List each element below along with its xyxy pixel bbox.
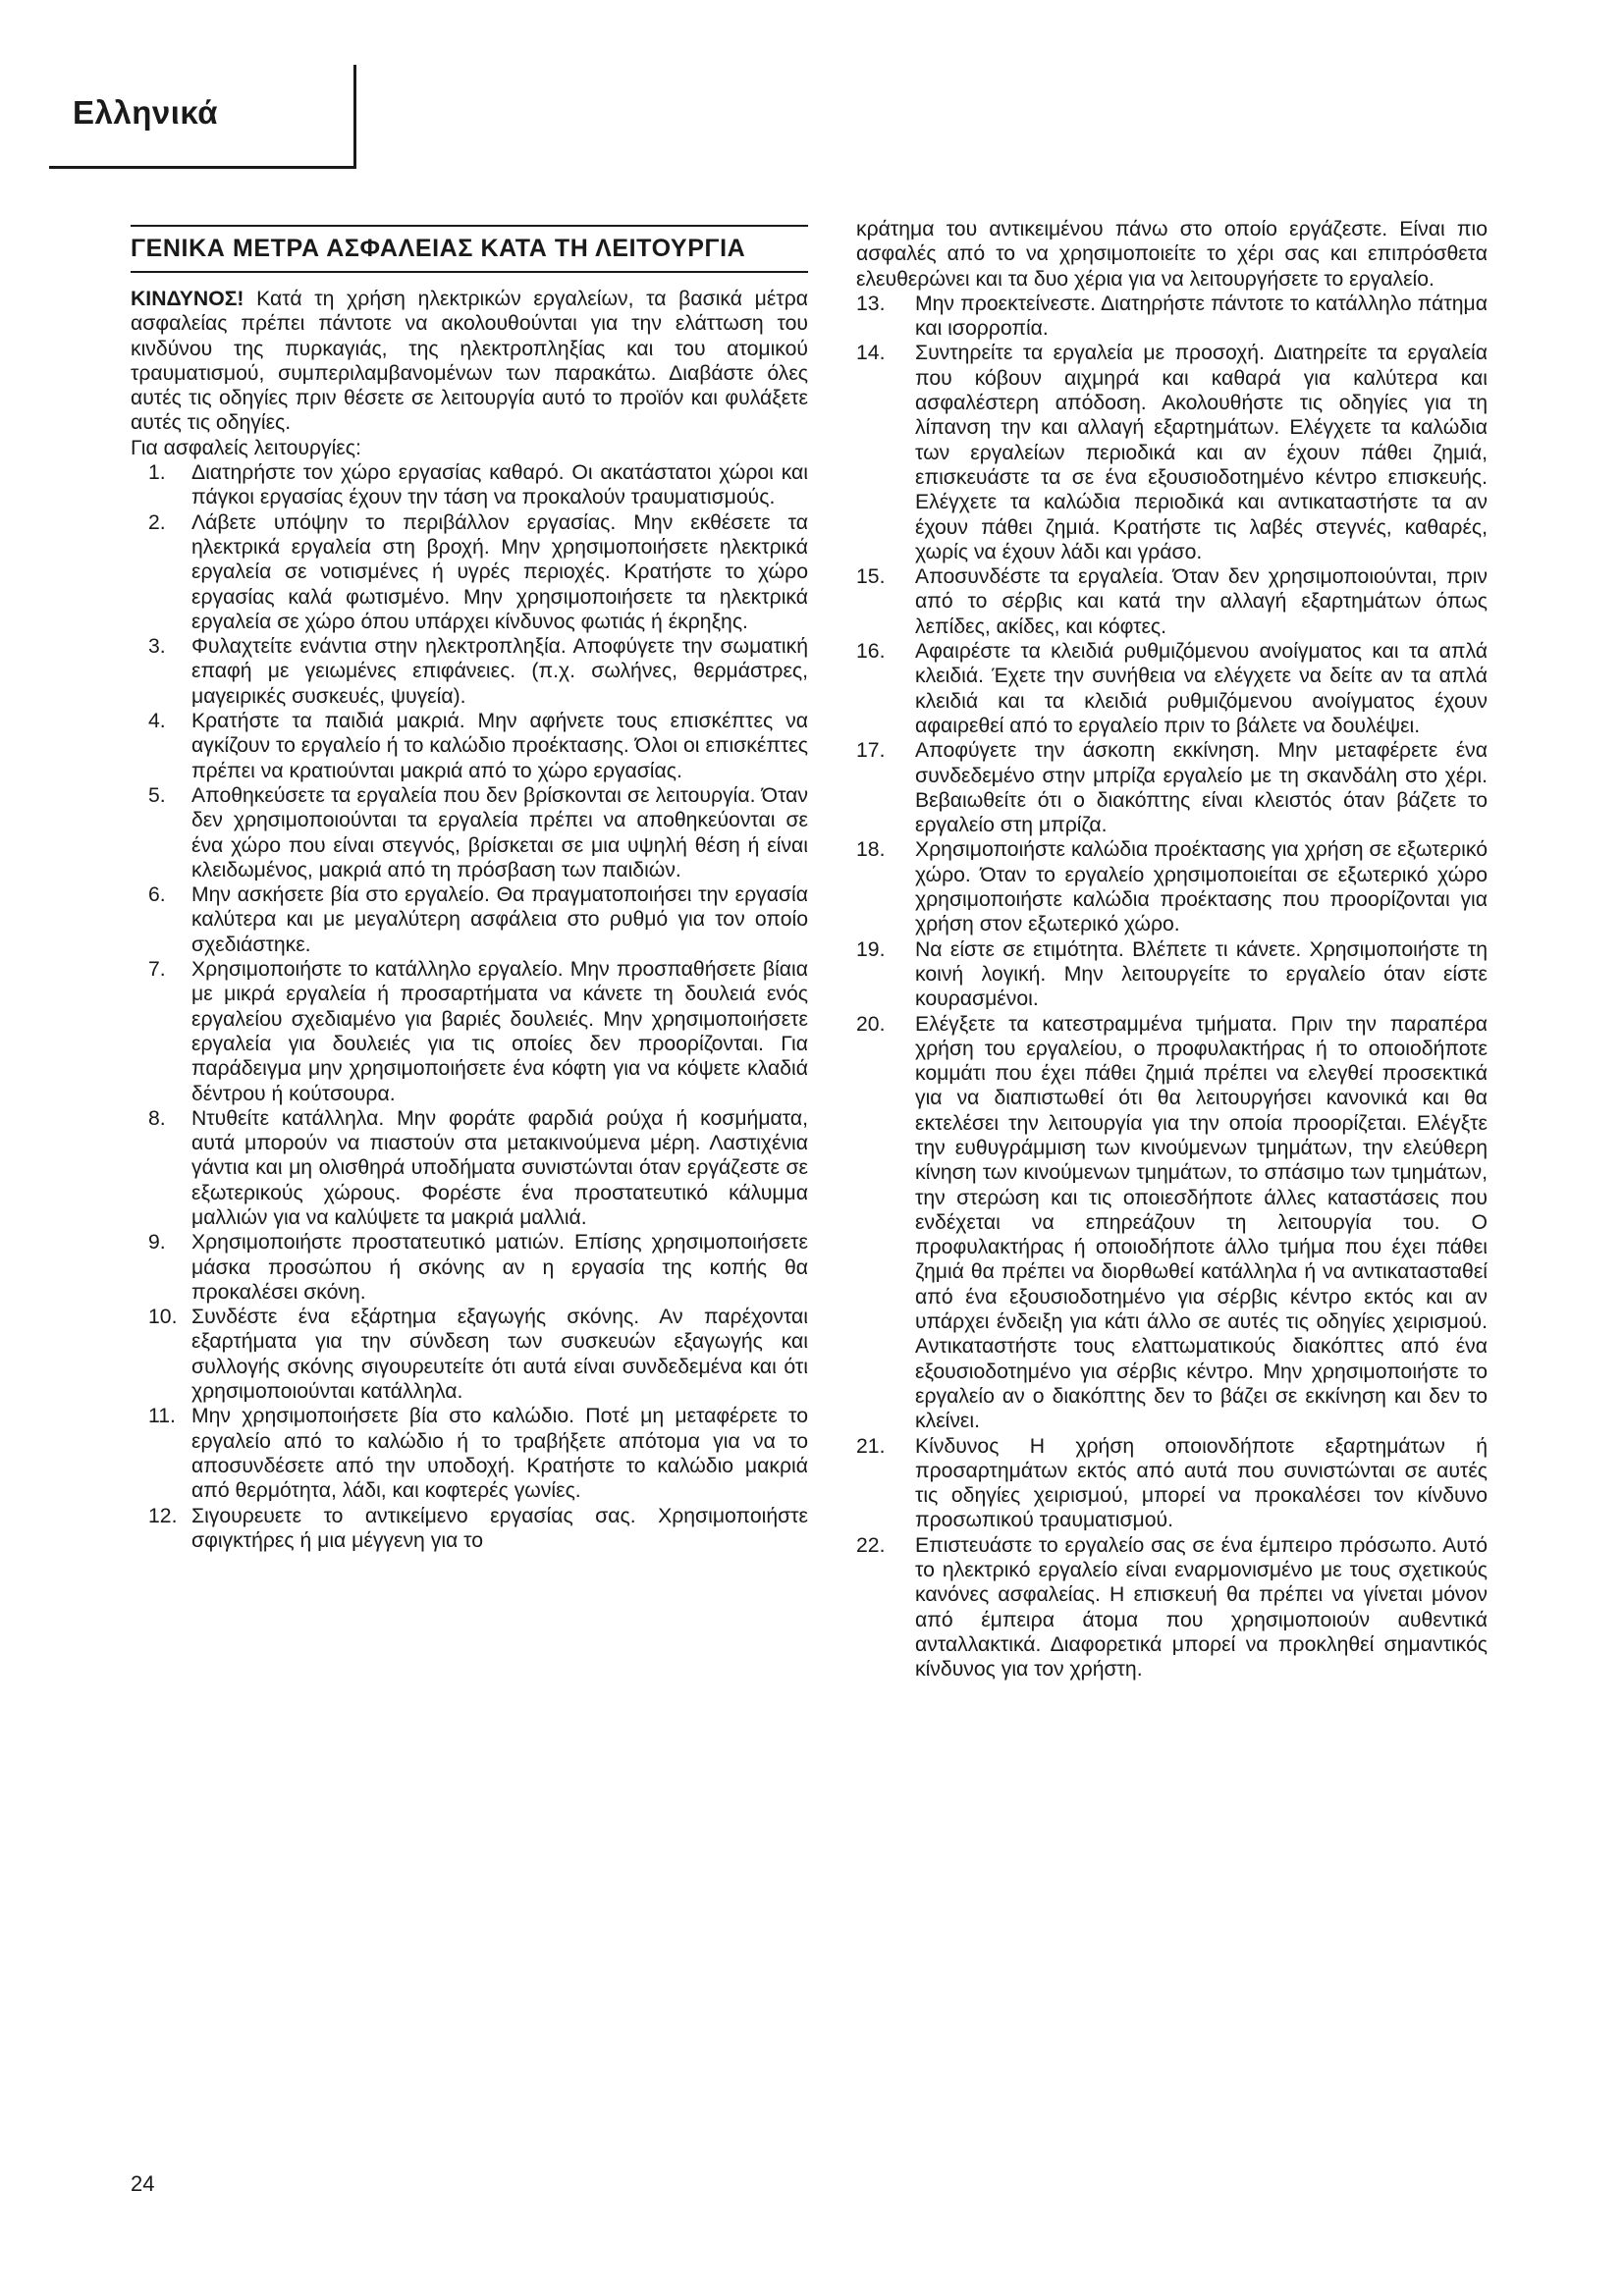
item-text: Ντυθείτε κατάλληλα. Μην φοράτε φαρδιά ρούχα ή κοσμήματα, αυτά μπορούν να πιαστούν στα μετακινούμενα μέρη. Λαστιχένια γάντια και μη ολισθηρά υποδήματα συνιστώνται όταν εργάζεστε σε εξωτερικούς χώρους. Φορέστε ένα προστατευτικό κάλυμμα μαλλιών για να καλύψετε τα μακριά μαλλιά. — [191, 1106, 808, 1229]
safety-item — [131, 709, 808, 783]
item-text: Αποσυνδέστε τα εργαλεία. Όταν δεν χρησιμοποιούνται, πριν από το σέρβις και κατά την αλλαγή εξαρτημάτων όπως λεπίδες, ακίδες, και κόφτες. — [915, 565, 1488, 638]
safety-item — [856, 1434, 1488, 1533]
item-number: 17. — [856, 739, 886, 763]
safety-item — [131, 510, 808, 634]
item-text: Κρατήστε τα παιδιά μακριά. Μην αφήνετε τους επισκέπτες να αγκίζουν το εργαλείο ή το καλώδιο προέκτασης. Όλοι οι επισκέπτες πρέπει να κρατιούνται μακριά από το χώρο εργασίας. — [191, 710, 808, 782]
item-text: Αποφύγετε την άσκοπη εκκίνηση. Μην μεταφέρετε ένα συνδεδεμένο στην μπρίζα εργαλείο με τη σκανδάλη στο χέρι. Βεβαιωθείτε ότι ο διακόπτης είναι κλειστός όταν βάζετε το εργαλείο στη μπρίζα. — [915, 739, 1488, 837]
item-number: 1. — [148, 461, 166, 485]
danger-label: ΚΙΝΔΥΝΟΣ! — [131, 288, 244, 310]
item-number: 16. — [856, 640, 886, 664]
item-text: Μην προεκτείνεστε. Διατηρήστε πάντοτε το κατάλληλο πάτημα και ισορροπία. — [915, 292, 1488, 341]
item-text: Συνδέστε ένα εξάρτημα εξαγωγής σκόνης. Αν παρέχονται εξαρτήματα για την σύνδεση των συσκευών εξαγωγής και συλλογής σκόνης σιγουρευτείτε ότι αυτά είναι συνδεδεμένα και ότι χρησιμοποιούνται κατάλληλα. — [191, 1306, 808, 1404]
safety-item — [131, 957, 808, 1106]
left-column — [131, 219, 808, 1553]
danger-paragraph — [131, 287, 808, 436]
item-text: Αφαιρέστε τα κλειδιά ρυθμιζόμενου ανοίγματος και τα απλά κλειδιά. Έχετε την συνήθεια να ελέγχετε να δείτε αν τα απλά κλειδιά και τα κλειδιά ρυθμιζόμενου ανοίγματος έχουν αφαιρεθεί από το εργαλείο πριν το βάλετε να δουλέψει. — [915, 640, 1488, 737]
intro-text: Για ασφαλείς λειτουργίες: — [131, 436, 361, 459]
item-text: Διατηρήστε τον χώρο εργασίας καθαρό. Οι ακατάστατοι χώροι και πάγκοι εργασίας έχουν την τάση να προκαλούν τραυματισμούς. — [191, 461, 808, 509]
safety-item — [856, 1012, 1488, 1434]
item-number: 12. — [148, 1504, 178, 1527]
item-number: 22. — [856, 1533, 886, 1557]
safety-item — [856, 564, 1488, 639]
right-column — [856, 217, 1488, 1682]
item-number: 19. — [856, 937, 886, 961]
item-number: 14. — [856, 342, 886, 365]
item-text: Φυλαχτείτε ενάντια στην ηλεκτροπληξία. Αποφύγετε την σωματική επαφή με γειωμένες επιφάνειες. (π.χ. σωλήνες, θερμάστρες, μαγειρικές συσκευές, ψυγεία). — [191, 635, 808, 708]
item-text: Μην ασκήσετε βία στο εργαλείο. Θα πραγματοποιήσει την εργασία καλύτερα και με μεγαλύτερη ασφάλεια στο ρυθμό για τον οποίο σχεδιάστηκε. — [191, 883, 808, 956]
item-number: 2. — [148, 510, 166, 534]
section-title: ΓΕΝΙΚΑ ΜΕΤΡΑ ΑΣΦΑΛΕΙΑΣ ΚΑΤΑ ΤΗ ΛΕΙΤΟΥΡΓΙΑ — [131, 225, 808, 273]
item-number: 9. — [148, 1231, 166, 1255]
safety-item — [856, 837, 1488, 936]
safety-item — [131, 460, 808, 510]
item-number: 10. — [148, 1306, 178, 1329]
safety-item — [131, 634, 808, 709]
safety-item — [131, 1106, 808, 1230]
safety-item — [131, 882, 808, 957]
item-text: Κίνδυνος Η χρήση οποιονδήποτε εξαρτημάτων ή προσαρτημάτων εκτός από αυτά που συνιστώνται σε αυτές τις οδηγίες χειρισμού, μπορεί να προκαλέσει τον κίνδυνο προσωπικού τραυματισμού. — [915, 1434, 1488, 1532]
safety-item — [856, 341, 1488, 564]
item-text: Λάβετε υπόψην το περιβάλλον εργασίας. Μην εκθέσετε τα ηλεκτρικά εργαλεία στη βροχή. Μην χρησιμοποιήσετε ηλεκτρικά εργαλεία σε νοτισμένες ή υγρές περιοχές. Κρατήστε το χώρο εργασίας καλά φωτισμένο. Μην χρησιμοποιήσετε τα ηλεκτρικά εργαλεία σε χώρο όπου υπάρχει κίνδυνος φωτιάς ή έκρηξης. — [191, 510, 808, 633]
item-text: Ελέγξετε τα κατεστραμμένα τμήματα. Πριν την παραπέρα χρήση του εργαλείου, ο προφυλακτήρας ή το οποιοδήποτε κομμάτι που έχει πάθει ζημιά πρέπει να ελεγθεί προσεκτικά για να διαπιστωθεί ότι θα λειτουργήσει κανονικά και θα εκτελέσει την λειτουργία για την οποία προορίζεται. Ελέγξτε την ευθυγράμμιση των κινούμενων τμημάτων, την ελεύθερη κίνηση των κινούμενων τμημάτων, το σπάσιμο των τμημάτων, την στερώση και τις οποιεσδήποτε άλλες καταστάσεις που ενδέχεται να επηρεάζουν τη λειτουργία του. Ο προφυλακτήρας ή οποιοδήποτε άλλο τμήμα που έχει πάθει ζημιά θα πρέπει να διορθωθεί κατάλληλα ή να αντικατασταθεί από ένα εξουσιοδοτημένο για σέρβις κέντρο εκτός και αν υπάρχει ένδειξη για κάτι άλλο σε αυτές τις οδηγίες χειρισμού. Αντικαταστήστε τους ελαττωματικούς διακόπτες από ένα εξουσιοδοτημένο για σέρβις κέντρο. Μην χρησιμοποιήστε το εργαλείο αν ο διακόπτης δεν το βάζει σε εκκίνηση και δεν το κλείνει. — [915, 1012, 1488, 1433]
item-text: Χρησιμοποιήστε το κατάλληλο εργαλείο. Μην προσπαθήσετε βίαια με μικρά εργαλεία ή προσαρτήματα να κάνετε τη δουλειά ενός εργαλείου σχεδιαμένο για βαριές δουλειές. Μην χρησιμοποιήσετε εργαλεία για δουλειές για τις οποίες δεν προορίζονται. Για παράδειγμα μην χρησιμοποιήσετε ένα κόφτη για να κόψετε κλαδιά δέντρου ή κούτσουρα. — [191, 958, 808, 1105]
item-text: Συντηρείτε τα εργαλεία με προσοχή. Διατηρείτε τα εργαλεία που κόβουν αιχμηρά και καθαρά για καλύτερα και ασφαλέστερη απόδοση. Ακολουθήστε τις οδηγίες για τη λίπανση την και αλλαγή εξαρτημάτων. Ελέγχετε τα καλώδια των εργαλείων περιοδικά και αν έχουν πάθει ζημιά, επισκευάστε τα σε ένα εξουσιοδοτημένο κέντρο επισκευής. Ελέγχετε τα καλώδια περιοδικά και αντικαταστήστε τα αν έχουν πάθει ζημιά. Κρατήστε τις λαβές στεγνές, καθαρές, χωρίς να έχουν λάδι και γράσο. — [915, 342, 1488, 563]
safety-item — [131, 1504, 808, 1554]
item-text: Αποθηκεύσετε τα εργαλεία που δεν βρίσκονται σε λειτουργία. Όταν δεν χρησιμοποιούνται τα εργαλεία πρέπει να αποθηκεύονται σε ένα χώρο που είναι στεγνός, βρίσκεται σε μια υψηλή θέση ή είναι κλειδωμένος, μακριά από τη πρόσβαση των παιδιών. — [191, 783, 808, 881]
item-text: Χρησιμοποιήστε καλώδια προέκτασης για χρήση σε εξωτερικό χώρο. Όταν το εργαλείο χρησιμοποιείται σε εξωτερικό χώρο χρησιμοποιήστε καλώδια προέκτασης που προορίζονται για χρήση στον εξωτερικό χώρο. — [915, 838, 1488, 936]
item-number: 18. — [856, 838, 886, 862]
item-number: 15. — [856, 565, 886, 589]
safety-item — [856, 738, 1488, 837]
safety-item — [856, 292, 1488, 342]
safety-item — [131, 1404, 808, 1503]
safety-item — [856, 937, 1488, 1012]
language-label: Ελληνικά — [73, 94, 218, 131]
danger-text: Κατά τη χρήση ηλεκτρικών εργαλείων, τα βασικά μέτρα ασφαλείας πρέπει πάντοτε να ακολουθούνται για την ελάττωση του κινδύνου της πυρκαγιάς, της ηλεκτροπληξίας και του ατομικού τραυματισμού, συμπεριλαμβανομένων των παρακάτω. Διαβάστε όλες αυτές τις οδηγίες πριν θέσετε σε λειτουργία αυτό το προϊόν και φυλάξετε αυτές τις οδηγίες. — [131, 288, 808, 435]
item-number: 20. — [856, 1012, 886, 1036]
item-number: 4. — [148, 710, 166, 733]
item-number: 7. — [148, 958, 166, 982]
item-text: Χρησιμοποιήστε προστατευτικό ματιών. Επίσης χρησιμοποιήσετε μάσκα προσώπου ή σκόνης αν η εργασία της κοπής θα προκαλέσει σκόνη. — [191, 1231, 808, 1304]
safety-item — [856, 639, 1488, 738]
safety-item — [856, 1533, 1488, 1682]
item-number: 5. — [148, 783, 166, 807]
item-text: Επιστευάστε το εργαλείο σας σε ένα έμπειρο πρόσωπο. Αυτό το ηλεκτρικό εργαλείο είναι εναρμονισμένο με τους σχετικούς κανόνες ασφαλείας. Η επισκευή θα πρέπει να γίνεται μόνον από έμπειρα άτομα που χρησιμοποιούν αυθεντικά ανταλλακτικά. Διαφορετικά μπορεί να προκληθεί σημαντικός κίνδυνος για τον χρήστη. — [915, 1533, 1488, 1682]
safety-item — [131, 1305, 808, 1404]
item-number: 13. — [856, 292, 886, 315]
page-number: 24 — [131, 2171, 155, 2196]
item-text: Μην χρησιμοποιήσετε βία στο καλώδιο. Ποτέ μη μεταφέρετε το εργαλείο από το καλώδιο ή το τραβήξετε απότομα για να το αποσυνδέσετε από την υποδοχή. Κρατήστε το καλώδιο μακριά από θερμότητα, λάδι, και κοφτερές γωνίες. — [191, 1405, 808, 1503]
item-number: 8. — [148, 1106, 166, 1130]
item-number: 21. — [856, 1434, 886, 1458]
safety-item — [131, 783, 808, 882]
left-safety-list — [131, 460, 808, 1553]
right-safety-list — [856, 292, 1488, 1682]
safety-item — [131, 1230, 808, 1305]
item-number: 6. — [148, 883, 166, 907]
item-number: 3. — [148, 635, 166, 659]
item-text: Σιγουρευετε το αντικείμενο εργασίας σας. Χρησιμοποιήστε σφιγκτήρες ή μια μέγγενη για το — [191, 1504, 808, 1552]
item-number: 11. — [148, 1405, 176, 1428]
item-12-continuation: κράτημα του αντικειμένου πάνω στο οποίο εργάζεστε. Είναι πιο ασφαλές από το να χρησιμοποιείτε το χέρι σας και επιπρόσθετα ελευθερώνει και τα δυο χέρια για να λειτουργήσετε το εργαλείο. — [856, 218, 1488, 291]
item-text: Να είστε σε ετιμότητα. Βλέπετε τι κάνετε. Χρησιμοποιήστε τη κοινή λογική. Μην λειτουργείτε το εργαλείο όταν είστε κουρασμένοι. — [915, 937, 1488, 1011]
